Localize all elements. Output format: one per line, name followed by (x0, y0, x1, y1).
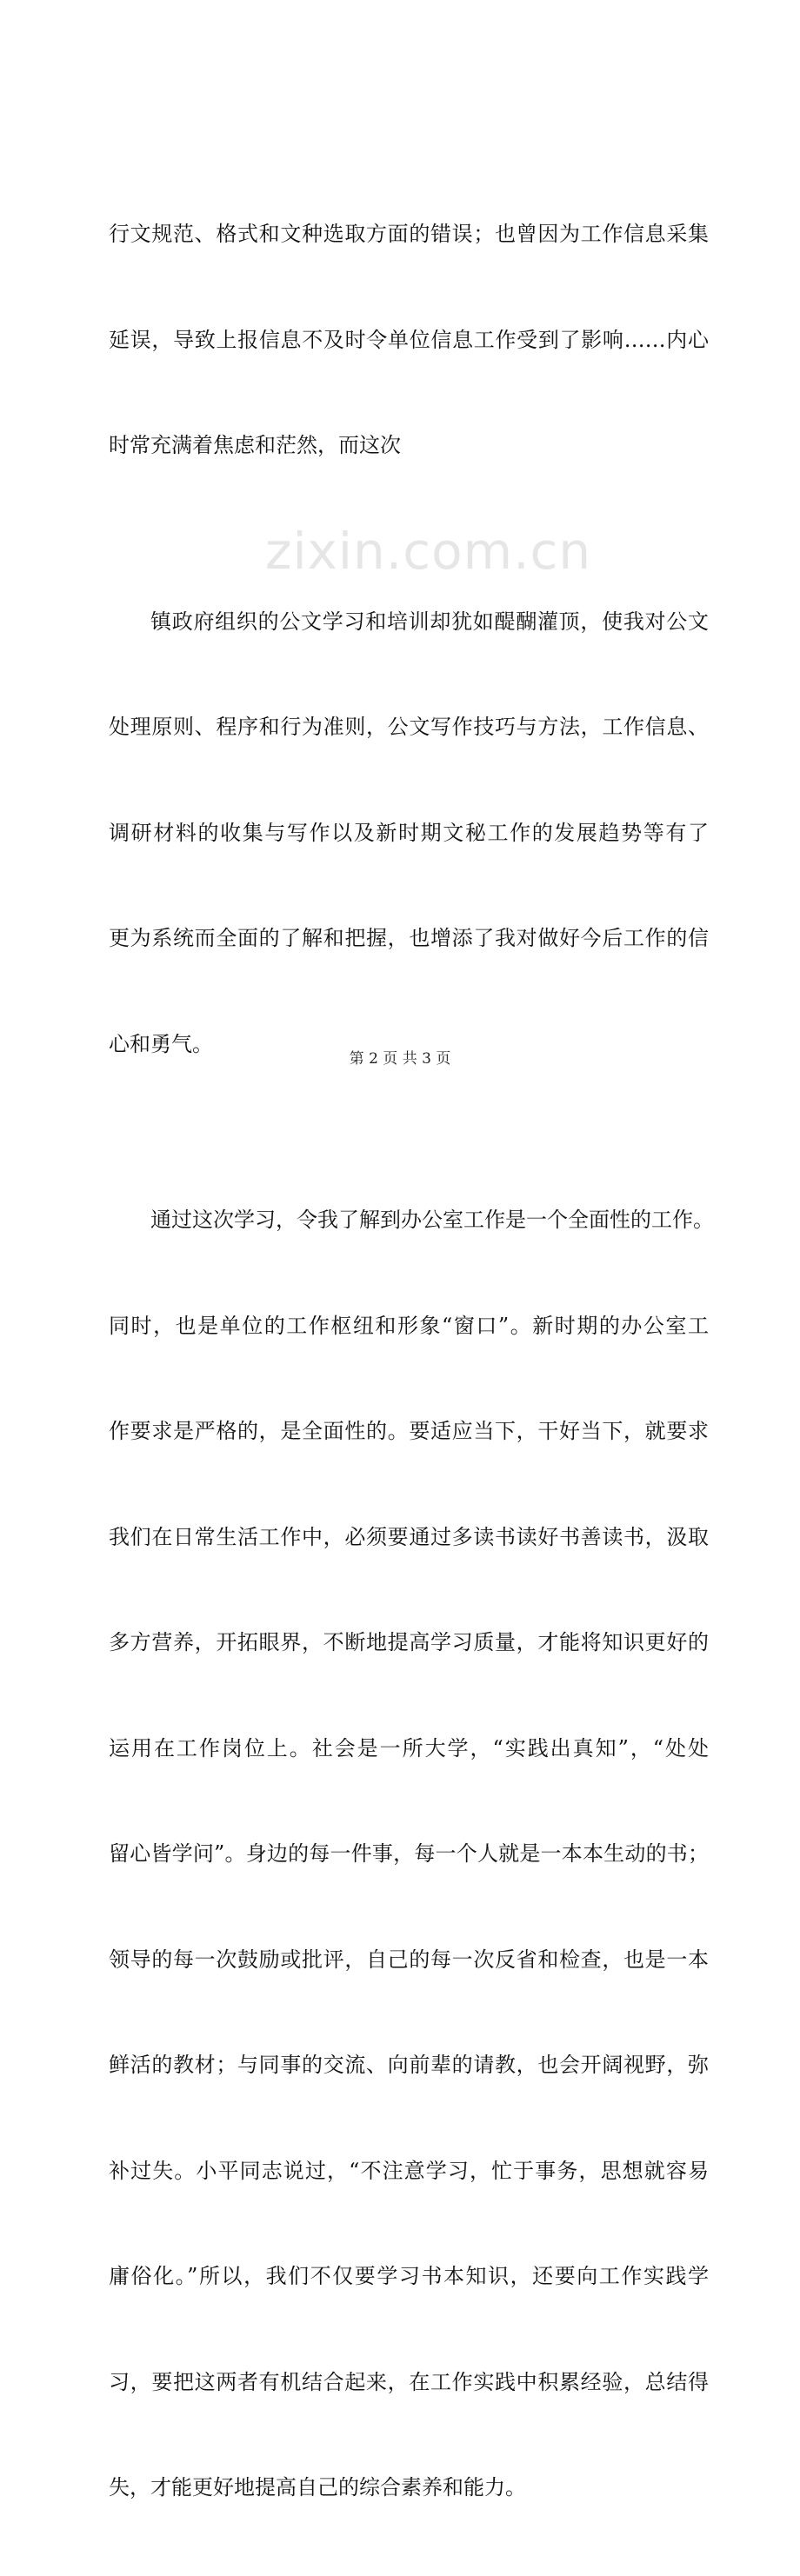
text-line: 通过这次学习，令我了解到办公室工作是一个全面性的工作。 (150, 1208, 714, 1232)
text-line: 镇政府组织的公文学习和培训却犹如醍醐灌顶，使我对公文 (150, 609, 709, 634)
text-line: 处理原则、程序和行为准则，公文写作技巧与方法，工作信息、 (109, 715, 709, 739)
text-line: 调研材料的收集与写作以及新时期文秘工作的发展趋势等有了 (109, 820, 709, 845)
text-line: 更为系统而全面的了解和把握，也增添了我对做好今后工作的信 (109, 926, 709, 950)
paragraph-3 (109, 1132, 714, 2576)
text-line: 多方营养，开拓眼界，不断地提高学习质量，才能将知识更好的 (109, 1630, 709, 1654)
text-line: 心和勇气。 (109, 1031, 213, 1056)
text-line: 时常充满着焦虑和茫然，而这次 (109, 433, 401, 457)
text-line: 我们在日常生活工作中，必须要通过多读书读好书善读书，汲取 (109, 1524, 709, 1549)
text-line: 鲜活的教材；与同事的交流、向前辈的请教，也会开阔视野，弥 (109, 2053, 709, 2077)
text-line: 习，要把这两者有机结合起来，在工作实践中积累经验，总结得 (109, 2369, 709, 2394)
page-footer: 第 2 页 共 3 页 (349, 1050, 451, 1068)
text-line: 同时，也是单位的工作枢纽和形象“窗口”。新时期的办公室工 (109, 1313, 709, 1338)
text-line: 运用在工作岗位上。社会是一所大学，“实践出真知”，“处处 (109, 1735, 709, 1761)
text-line: 延误，导致上报信息不及时令单位信息工作受到了影响……内心 (109, 327, 709, 352)
text-line: 庸俗化。”所以，我们不仅要学习书本知识，还要向工作实践学 (109, 2264, 709, 2288)
paragraph-2 (109, 534, 709, 1133)
paragraph-1 (109, 146, 709, 534)
text-line: 失，才能更好地提高自己的综合素养和能力。 (109, 2475, 526, 2499)
watermark: zixin.com.cn (265, 522, 592, 581)
text-line: 领导的每一次鼓励或批评，自己的每一次反省和检查，也是一本 (109, 1947, 709, 1972)
text-line: 补过失。小平同志说过，“不注意学习，忙于事务，思想就容易 (109, 2158, 709, 2183)
text-line: 留心皆学问”。身边的每一件事，每一个人就是一本本生动的书； (109, 1841, 709, 1866)
text-line: 行文规范、格式和文种选取方面的错误；也曾因为工作信息采集 (109, 222, 709, 246)
document-body (109, 146, 714, 2576)
text-line: 作要求是严格的，是全面性的。要适应当下，干好当下，就要求 (109, 1419, 709, 1443)
